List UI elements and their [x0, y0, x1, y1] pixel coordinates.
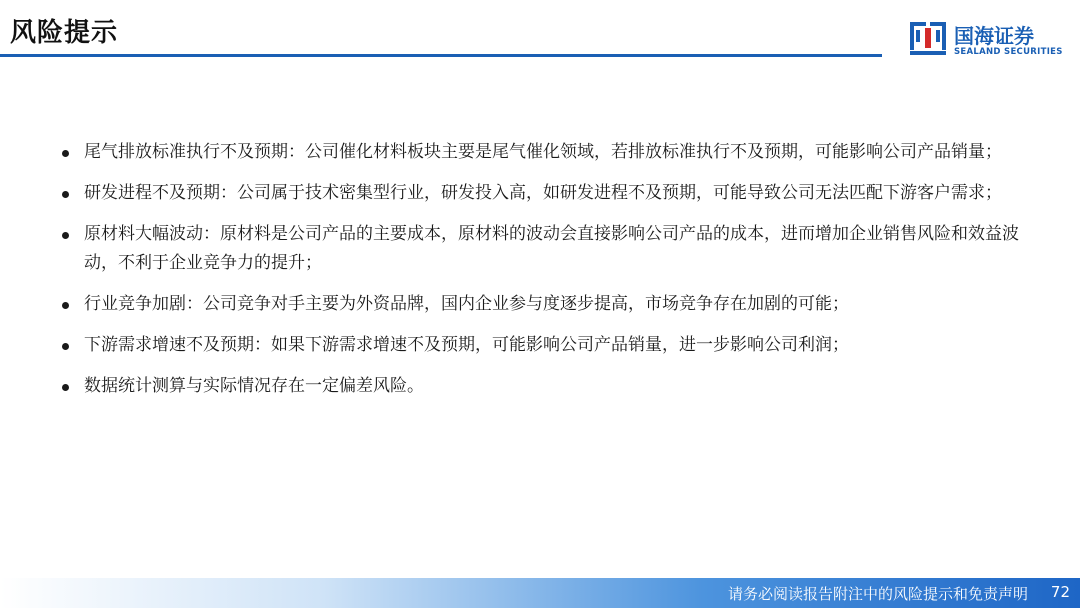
risk-text: 尾气排放标准执行不及预期：公司催化材料板块主要是尾气催化领域，若排放标准执行不及预期，可能影响公司产品销量； — [84, 142, 1002, 162]
title-divider — [0, 54, 882, 57]
risk-text: 行业竞争加剧：公司竞争对手主要为外资品牌，国内企业参与度逐步提高，市场竞争存在加剧的可能； — [84, 294, 849, 314]
risk-text: 数据统计测算与实际情况存在一定偏差风险。 — [84, 376, 424, 396]
logo-name-en: SEALAND SECURITIES — [954, 47, 1063, 57]
list-item — [62, 331, 1022, 360]
risk-text: 研发进程不及预期：公司属于技术密集型行业，研发投入高，如研发进程不及预期，可能导致公司无法匹配下游客户需求； — [84, 183, 1002, 203]
bullet-icon — [62, 232, 69, 239]
list-item — [62, 290, 1022, 319]
risk-list — [62, 138, 1022, 413]
list-item — [62, 138, 1022, 167]
list-item — [62, 372, 1022, 401]
footer-bar — [0, 578, 1080, 608]
bullet-icon — [62, 343, 69, 350]
list-item — [62, 220, 1022, 278]
page-title: 风险提示 — [10, 18, 119, 48]
bullet-icon — [62, 384, 69, 391]
list-item — [62, 179, 1022, 208]
footer-disclaimer: 请务必阅读报告附注中的风险提示和免责声明 — [727, 585, 1028, 603]
risk-text: 下游需求增速不及预期：如果下游需求增速不及预期，可能影响公司产品销量，进一步影响公司利润； — [84, 335, 849, 355]
sealand-logo-icon — [908, 20, 948, 58]
risk-text: 原材料大幅波动：原材料是公司产品的主要成本，原材料的波动会直接影响公司产品的成本，进而增加企业销售风险和效益波动，不利于企业竞争力的提升； — [84, 224, 1019, 273]
logo-name-cn: 国海证券 — [954, 24, 1034, 48]
page-number: 72 — [1050, 583, 1070, 601]
bullet-icon — [62, 302, 69, 309]
bullet-icon — [62, 191, 69, 198]
company-logo — [908, 18, 1068, 60]
bullet-icon — [62, 150, 69, 157]
